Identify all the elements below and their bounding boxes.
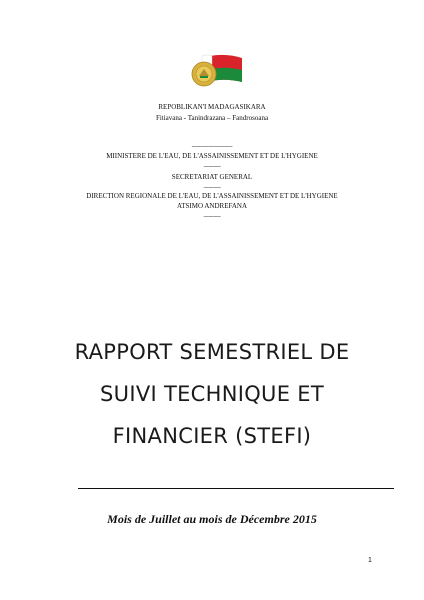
- separator-line-4: ----------: [203, 214, 221, 220]
- seal-icon: [192, 62, 216, 86]
- regional-direction-name: DIRECTION REGIONALE DE L'EAU, DE L'ASSAINISSEMENT ET DE L'HYGIENE: [86, 192, 338, 200]
- madagascar-emblem-icon: [188, 52, 248, 92]
- secretariat-name: SECRETARIAT GENERAL: [171, 173, 253, 181]
- separator-line: ------------------------: [191, 144, 233, 150]
- national-motto: Fitiavana - Tanindrazana – Fandrosoana: [155, 114, 269, 122]
- title-underline: [78, 488, 394, 489]
- region-name: ATSIMO ANDREFANA: [176, 202, 248, 210]
- ministry-name: MIINISTERE DE L'EAU, DE L'ASSAINISSEMENT ET DE L'HYGIENE: [106, 152, 318, 160]
- page-number: 1: [368, 557, 372, 564]
- report-title-line-2: SUIVI TECHNIQUE ET: [100, 382, 324, 406]
- report-title-line-3: FINANCIER (STEFI): [112, 424, 312, 448]
- separator-line-2: ----------: [203, 164, 221, 170]
- report-title-line-1: RAPPORT SEMESTRIEL DE: [74, 340, 350, 364]
- report-period: Mois de Juillet au mois de Décembre 2015: [107, 512, 317, 526]
- country-name: REPOBLIKAN'I MADAGASIKARA: [158, 103, 266, 111]
- separator-line-3: ----------: [203, 185, 221, 191]
